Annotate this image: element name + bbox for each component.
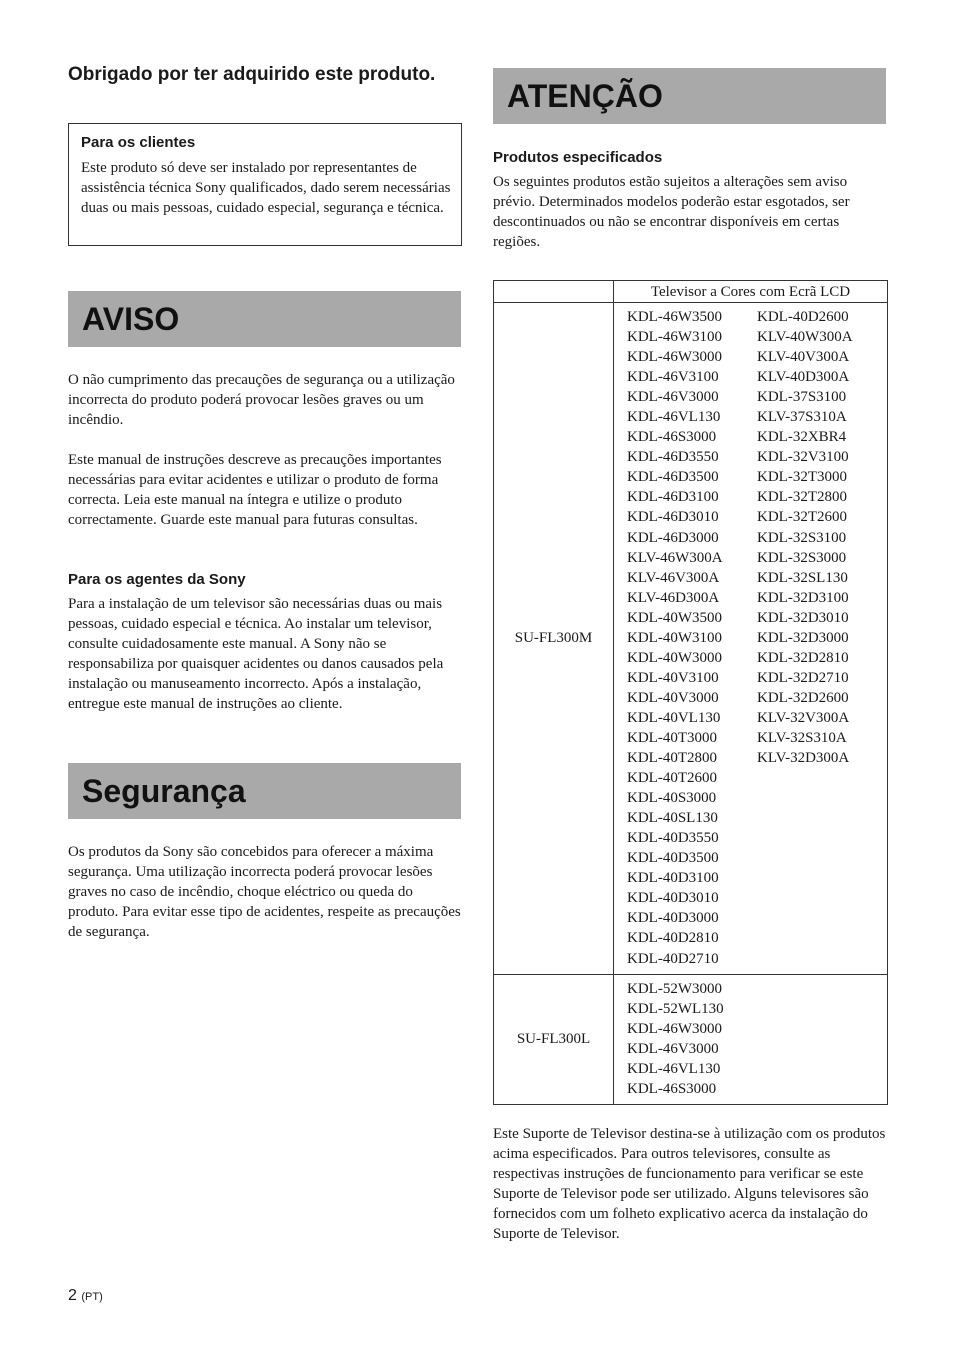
tv-models-cell (614, 974, 888, 1104)
tv-model-item: KDL-40W3500 (627, 609, 722, 626)
tv-models-column (627, 979, 757, 1099)
specified-products-text: Os seguintes produtos estão sujeitos a alterações sem aviso prévio. Determinados modelos poderão estar esgotados, ser descontinuados ou não se encontrar disponíveis em certas regiões. (493, 174, 850, 250)
tv-model-item: KDL-32S3000 (757, 549, 847, 566)
tv-model-item: KDL-52WL130 (627, 1000, 724, 1017)
tv-model-item: KDL-46W3000 (627, 1020, 722, 1037)
table-row (494, 303, 888, 975)
tv-model-item: KDL-46S3000 (627, 429, 717, 446)
tv-model-item: KDL-40D3500 (627, 850, 719, 867)
tv-model-item: KDL-40T3000 (627, 729, 717, 746)
seguranca-text: Os produtos da Sony são concebidos para oferecer a máxima segurança. Uma utilização incorrecta poderá provocar lesões graves no caso de incêndio, choque eléctrico ou queda do produto. Para evitar esse tipo de acidentes, respeite as precauções de segurança. (68, 844, 461, 940)
tv-model-item: KDL-32V3100 (757, 449, 849, 466)
page-number (68, 1287, 103, 1305)
tv-model-item: KDL-46D3010 (627, 509, 719, 526)
customers-notice-text: Este produto só deve ser instalado por representantes de assistência técnica Sony qualificados, dado serem necessárias duas ou mais pessoas, cuidado especial, segurança e técnica. (81, 160, 451, 216)
table-header-row (494, 281, 888, 303)
tv-models-column (757, 979, 887, 1099)
seguranca-heading: Segurança (68, 763, 461, 819)
aviso-heading: AVISO (68, 291, 461, 347)
stand-usage-note: Este Suporte de Televisor destina-se à utilização com os produtos acima especificados. Para outros televisores, consulte as respectivas instruções de funcionamento para verificar se este Suporte de Televisor pode ser utilizado. Alguns televisores são fornecidos com um folheto explicativo acerca da instalação do Suporte de Televisor. (493, 1126, 886, 1242)
specified-products-heading: Produtos especificados (493, 149, 663, 166)
tv-model-item: KDL-46W3000 (627, 349, 722, 366)
aviso-paragraph-2: Este manual de instruções descreve as precauções importantes necessárias para evitar acidentes e utilizar o produto de forma correcta. Leia este manual na íntegra e utilize o produto correctamente. Guarde este manual para futuras consultas. (68, 452, 442, 528)
tv-model-item: KDL-46D3550 (627, 449, 719, 466)
compatible-models-table (493, 280, 888, 1105)
customers-notice-box (68, 123, 462, 246)
sony-agents-text: Para a instalação de um televisor são necessárias duas ou mais pessoas, cuidado especial e técnica. Ao instalar um televisor, consulte cuidadosamente este manual. A Sony não se responsabiliza por quaisquer acidentes ou danos causados pela instalação ou manuseamento incorrecto. Após a instalação, entregue este manual de instruções ao cliente. (68, 596, 444, 712)
customers-notice-title: Para os clientes (81, 134, 196, 151)
tv-model-item: KLV-40D300A (757, 369, 850, 386)
tv-model-item: KLV-32D300A (757, 750, 850, 767)
atencao-heading: ATENÇÃO (493, 68, 886, 124)
tv-model-item: KLV-40V300A (757, 349, 850, 366)
tv-model-item: KDL-46D3100 (627, 489, 719, 506)
tv-model-item: KDL-32SL130 (757, 569, 848, 586)
tv-model-item: KLV-37S310A (757, 409, 847, 426)
tv-model-item: KDL-32D3010 (757, 609, 849, 626)
stand-model-cell: SU-FL300M (494, 303, 614, 975)
tv-model-item: KDL-40D3010 (627, 890, 719, 907)
tv-model-item: KLV-46W300A (627, 549, 723, 566)
tv-model-item: KLV-40W300A (757, 329, 853, 346)
tv-model-item: KDL-32T2600 (757, 509, 847, 526)
page-number-value: 2 (68, 1287, 77, 1304)
tv-model-item: KDL-40D3100 (627, 870, 719, 887)
tv-model-item: KDL-40SL130 (627, 810, 718, 827)
tv-model-item: KDL-46V3000 (627, 1040, 719, 1057)
tv-model-item: KDL-46S3000 (627, 1080, 717, 1097)
tv-model-item: KDL-32D2710 (757, 669, 849, 686)
tv-model-item: KDL-46V3000 (627, 389, 719, 406)
tv-model-item: KDL-32T2800 (757, 489, 847, 506)
page-language: (PT) (81, 1291, 103, 1303)
intro-heading: Obrigado por ter adquirido este produto. (68, 64, 436, 85)
tv-model-item: KDL-32D3100 (757, 589, 849, 606)
tv-models-column (627, 307, 757, 969)
tv-model-item: KDL-40T2800 (627, 750, 717, 767)
tv-model-item: KDL-32XBR4 (757, 429, 847, 446)
tv-model-item: KDL-52W3000 (627, 980, 722, 997)
tv-models-column (757, 307, 887, 969)
tv-model-item: KDL-40W3000 (627, 649, 722, 666)
tv-model-item: KDL-46W3100 (627, 329, 722, 346)
tv-model-item: KLV-32S310A (757, 729, 847, 746)
tv-model-item: KDL-46VL130 (627, 1060, 721, 1077)
tv-model-item: KLV-46D300A (627, 589, 720, 606)
tv-model-item: KDL-40D2710 (627, 950, 719, 967)
tv-model-item: KDL-40D2810 (627, 930, 719, 947)
tv-model-item: KDL-32D3000 (757, 629, 849, 646)
tv-model-item: KDL-40VL130 (627, 709, 721, 726)
tv-model-item: KDL-40D3000 (627, 910, 719, 927)
stand-model-cell: SU-FL300L (494, 974, 614, 1104)
tv-model-item: KDL-46W3500 (627, 309, 722, 325)
tv-model-item: KDL-46D3500 (627, 469, 719, 486)
table-header-cell: Televisor a Cores com Ecrã LCD (614, 281, 888, 303)
tv-model-item: KDL-40V3000 (627, 689, 719, 706)
tv-model-item: KLV-32V300A (757, 709, 850, 726)
table-header-empty-cell (494, 281, 614, 303)
tv-model-item: KDL-40T2600 (627, 770, 717, 787)
sony-agents-heading: Para os agentes da Sony (68, 571, 246, 588)
tv-model-item: KDL-32T3000 (757, 469, 847, 486)
tv-model-item: KDL-40D2600 (757, 309, 849, 325)
tv-model-item: KDL-32D2600 (757, 689, 849, 706)
tv-models-cell (614, 303, 888, 975)
tv-model-item: KDL-40W3100 (627, 629, 722, 646)
aviso-paragraph-1: O não cumprimento das precauções de segurança ou a utilização incorrecta do produto poderá provocar lesões graves ou um incêndio. (68, 372, 455, 428)
tv-model-item: KDL-46VL130 (627, 409, 721, 426)
tv-model-item: KDL-37S3100 (757, 389, 847, 406)
tv-model-item: KDL-32S3100 (757, 529, 847, 546)
tv-model-item: KDL-40D3550 (627, 830, 719, 847)
tv-model-item: KDL-32D2810 (757, 649, 849, 666)
tv-model-item: KDL-46D3000 (627, 529, 719, 546)
tv-model-item: KDL-40S3000 (627, 790, 717, 807)
table-row (494, 974, 888, 1104)
tv-model-item: KDL-46V3100 (627, 369, 719, 386)
tv-model-item: KDL-40V3100 (627, 669, 719, 686)
tv-model-item: KLV-46V300A (627, 569, 720, 586)
